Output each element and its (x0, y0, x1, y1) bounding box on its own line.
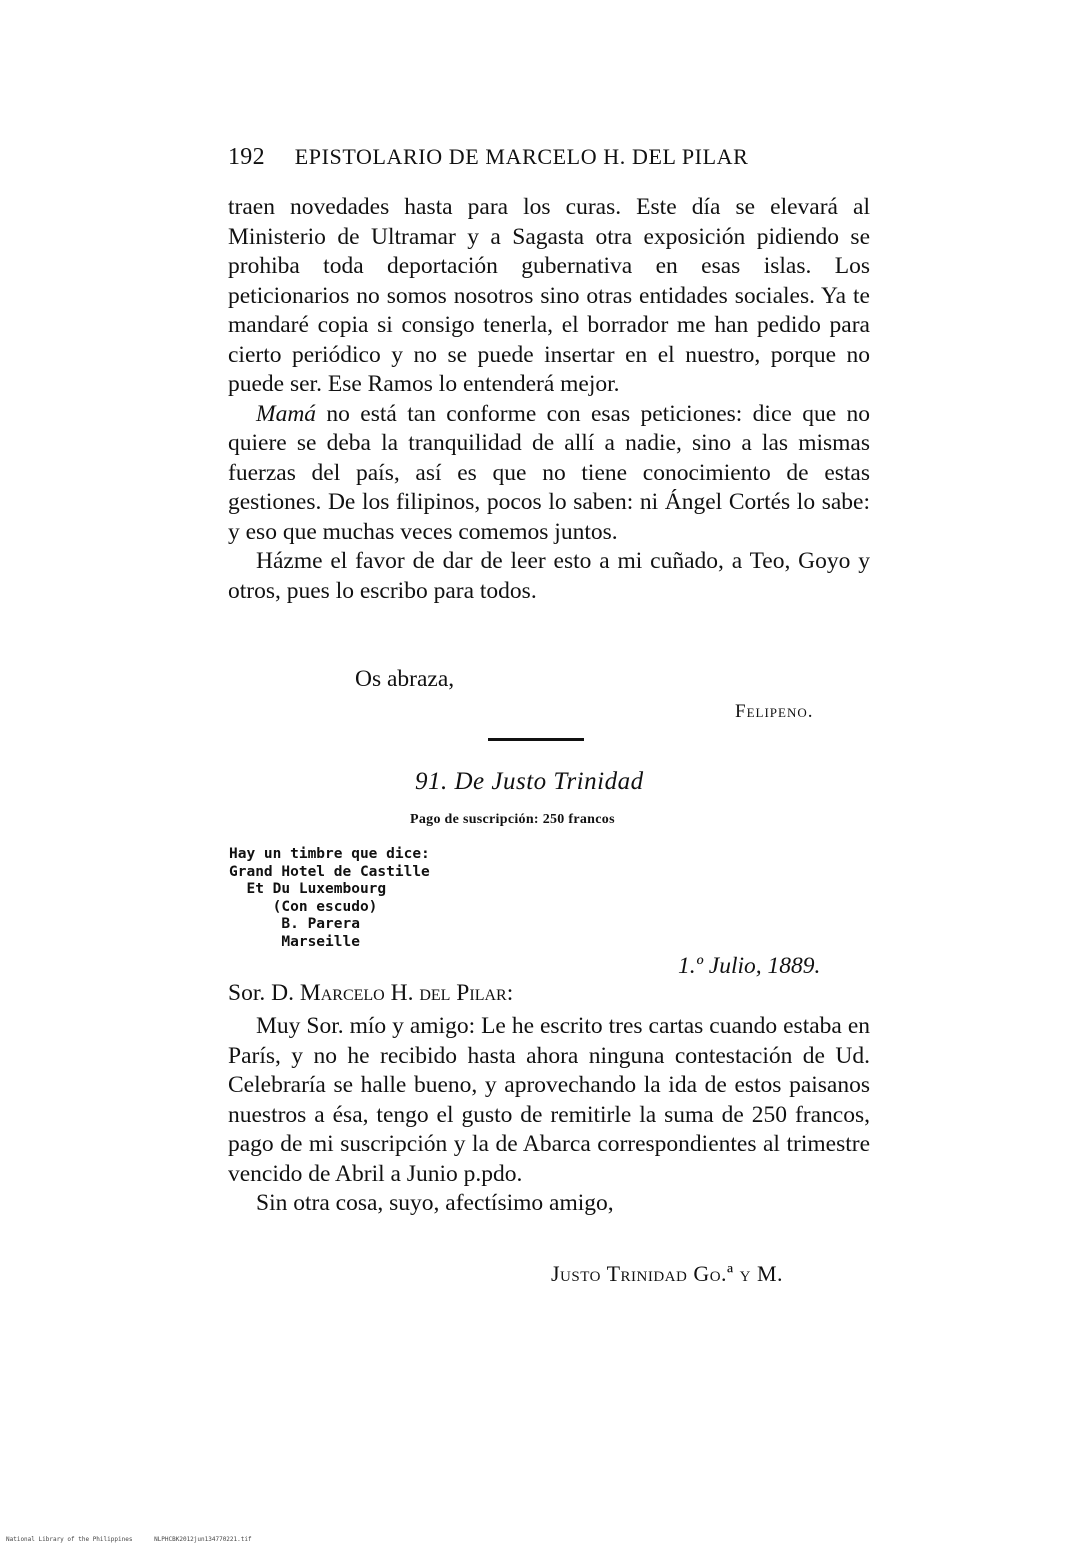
running-title: EPISTOLARIO DE MARCELO H. DEL PILAR (294, 144, 749, 169)
footer-library: National Library of the Philippines (6, 1536, 133, 1543)
stamp-line: Grand Hotel de Castille (229, 863, 430, 880)
page-number: 192 (228, 144, 265, 170)
scan-footer (6, 1536, 270, 1543)
page-header (228, 144, 748, 171)
emphasis-mama: Mamá (256, 400, 317, 427)
letter2-signature: Justo Trinidad Go.ª y M. (551, 1261, 784, 1286)
letter1-signature: Felipeno. (735, 701, 814, 722)
footer-filename: NLPHCBK2012jun134770221.tif (154, 1536, 252, 1543)
salutation-prefix: Sor. D. (228, 980, 300, 1006)
letter1-paragraph-1: traen novedades hasta para los curas. Este día se elevará al Ministerio de Ultramar y a Sagasta otra exposición pidiendo se prohiba toda deportación gubernativa en esas islas. Los peticionarios no somos nosotros sino otras entidades sociales. Ya te mandaré copia si consigo tenerla, el borrador me han pedido para cierto periódico y no se puede insertar en el nuestro, porque no puede ser. Ese Ramos lo entenderá mejor. (228, 194, 870, 397)
letter2-salutation (228, 980, 513, 1007)
letter2-subtitle: Pago de suscripción: 250 francos (410, 812, 615, 827)
stamp-line: (Con escudo) (229, 898, 378, 915)
letter2-paragraph-2: Sin otra cosa, suyo, afectísimo amigo, (256, 1190, 614, 1216)
letter2-title: 91. De Justo Trinidad (415, 768, 644, 795)
section-divider (488, 738, 584, 741)
letter2-body (228, 1012, 870, 1219)
stamp-line: Et Du Luxembourg (229, 881, 387, 897)
letter2-paragraph-1: Muy Sor. mío y amigo: Le he escrito tres cartas cuando estaba en París, y no he recibido hasta ahora ninguna contestación de Ud. Celebraría se halle bueno, y aprovechando la ida de estos paisanos nuestros a ésa, tengo el gusto de remitirle la suma de 250 francos, pago de mi suscripción y la de Abarca correspondientes al trimestre vencido de Abril a Junio p.pdo. (228, 1013, 870, 1187)
letter1-paragraph-2-text: no está tan conforme con esas peticiones: dice que no quiere se deba la tranquilidad de allí a nadie, sino a las mismas fuerzas del país, así es que no tiene conocimiento de estas gestiones. De los filipinos, pocos lo saben: ni Ángel Cortés lo sabe: y eso que muchas veces comemos juntos. (228, 400, 870, 545)
stamp-line: Marseille (229, 933, 360, 950)
stamp-line: B. Parera (229, 916, 360, 932)
letter1-paragraph-3: Házme el favor de dar de leer esto a mi cuñado, a Teo, Goyo y otros, pues lo escribo para todos. (228, 548, 870, 604)
letter-stamp-note (229, 846, 430, 951)
salutation-name: Marcelo H. del Pilar: (299, 980, 514, 1006)
stamp-line: Hay un timbre que dice: (229, 846, 430, 862)
letter1-body (228, 193, 870, 606)
letter1-paragraph-2 (228, 400, 870, 548)
letter2-date: 1.º Julio, 1889. (678, 953, 821, 979)
letter1-closing: Os abraza, (355, 666, 455, 692)
